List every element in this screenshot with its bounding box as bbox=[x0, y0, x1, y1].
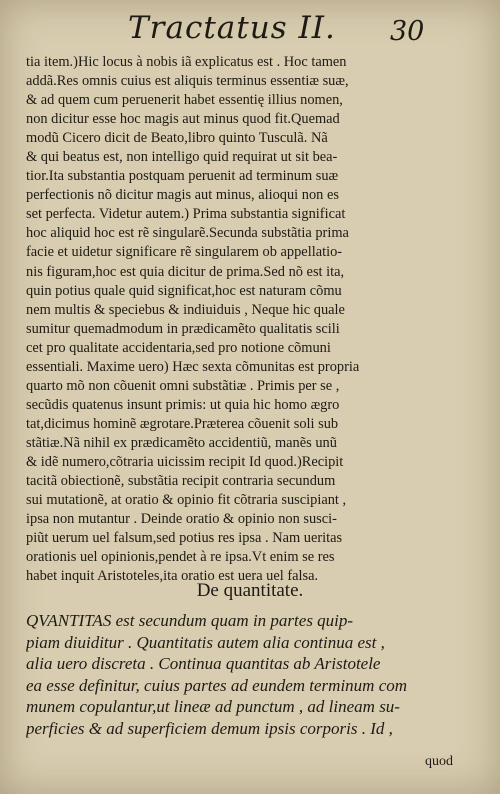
text-line: ipsa non mutantur . Deinde oratio & opinio non susci- bbox=[26, 511, 337, 528]
text-line: piũt uerum uel falsum,sed potius res ipsa . Nam ueritas bbox=[26, 530, 343, 547]
text-line: sumitur quemadmodum in prædicamẽto qualitatis scili bbox=[26, 320, 340, 337]
text-line: quarto mõ non cõuenit omni substãtiæ . Primis per se , bbox=[26, 377, 340, 394]
text-line: piam diuiditur . Quantitatis autem alia continua est , bbox=[26, 632, 385, 652]
text-line: nis figuram,hoc est quia dicitur de prima.Sed nõ est ita, bbox=[26, 263, 345, 280]
text-line: stãtiæ.Nã nihil ex prædicamẽto accidentiũ, manẽs unũ bbox=[26, 434, 337, 451]
commentary-text bbox=[26, 53, 470, 586]
text-line: hoc aliquid hoc est rẽ singularẽ.Secunda substãtia prima bbox=[26, 225, 349, 242]
text-line: perficies & ad superficiem demum ipsis corporis . Id , bbox=[26, 718, 393, 738]
text-line: addã.Res omnis cuius est aliquis terminus essentiæ suæ, bbox=[26, 73, 349, 90]
text-line: tat,dicimus hominẽ ægrotare.Præterea cõuenit soli sub bbox=[26, 415, 339, 432]
definition-text bbox=[26, 610, 474, 740]
text-line: orationis uel opinionis,pendet à re ipsa.Vt enim se res bbox=[26, 549, 335, 566]
text-line: non dicitur esse hoc magis aut minus quod fit.Quemad bbox=[26, 111, 340, 128]
text-line: nem multis & speciebus & indiuiduis , Neque hic quale bbox=[26, 301, 345, 318]
page-number: 30 bbox=[390, 16, 425, 47]
text-line: tacitã obiectionẽ, substãtia recipit contraria secundum bbox=[26, 473, 336, 490]
text-line: tia item.)Hic locus à nobis iã explicatus est . Hoc tamen bbox=[26, 54, 347, 70]
text-line: & idẽ numero,cõtraria uicissim recipit Id quod.)Recipit bbox=[26, 453, 344, 470]
text-line: QVANTITAS est secundum quam in partes quip- bbox=[26, 611, 354, 630]
catchword: quod bbox=[425, 754, 453, 769]
text-line: set perfecta. Videtur autem.) Prima substantia significat bbox=[26, 206, 346, 223]
text-line: perfectionis nõ dicitur magis aut minus, alioqui non es bbox=[26, 187, 339, 204]
page-header bbox=[0, 6, 500, 52]
section-heading: De quantitate. bbox=[196, 580, 304, 601]
text-line: munem copulantur,ut lineæ ad punctum , ad lineam su- bbox=[26, 697, 400, 717]
text-line: essentiali. Maxime uero) Hæc sexta cõmunitas est propria bbox=[26, 358, 360, 375]
text-line: ea esse definitur, cuius partes ad eundem terminum com bbox=[26, 675, 408, 695]
text-line: tior.Ita substantia postquam peruenit ad terminum suæ bbox=[26, 168, 339, 185]
text-line: cet pro qualitate accidentaria,sed pro notione cõmuni bbox=[26, 339, 331, 356]
text-line: habet inquit Aristoteles,ita oratio est uera uel falsa. bbox=[26, 568, 319, 585]
text-line: quin potius quale quid significat,hoc est naturam cõmu bbox=[26, 282, 342, 299]
text-line: sui mutationẽ, at oratio & opinio fit cõtraria suscipiant , bbox=[26, 492, 347, 509]
running-title: Tractatus II. bbox=[128, 10, 336, 46]
text-line: facie et uidetur significare rẽ singularem ob appellatio- bbox=[26, 244, 343, 261]
text-line: & qui beatus est, non intelligo quid requirat ut sit bea- bbox=[26, 149, 338, 166]
text-line: alia uero discreta . Continua quantitas ab Aristotele bbox=[26, 654, 381, 674]
text-line: secũdis quatenus insunt primis: ut quia hic homo ægro bbox=[26, 396, 340, 413]
text-line: modũ Cicero dicit de Beato,libro quinto Tusculã. Nã bbox=[26, 130, 328, 147]
text-line: & ad quem cum peruenerit habet essentię illius nomen, bbox=[26, 92, 343, 109]
